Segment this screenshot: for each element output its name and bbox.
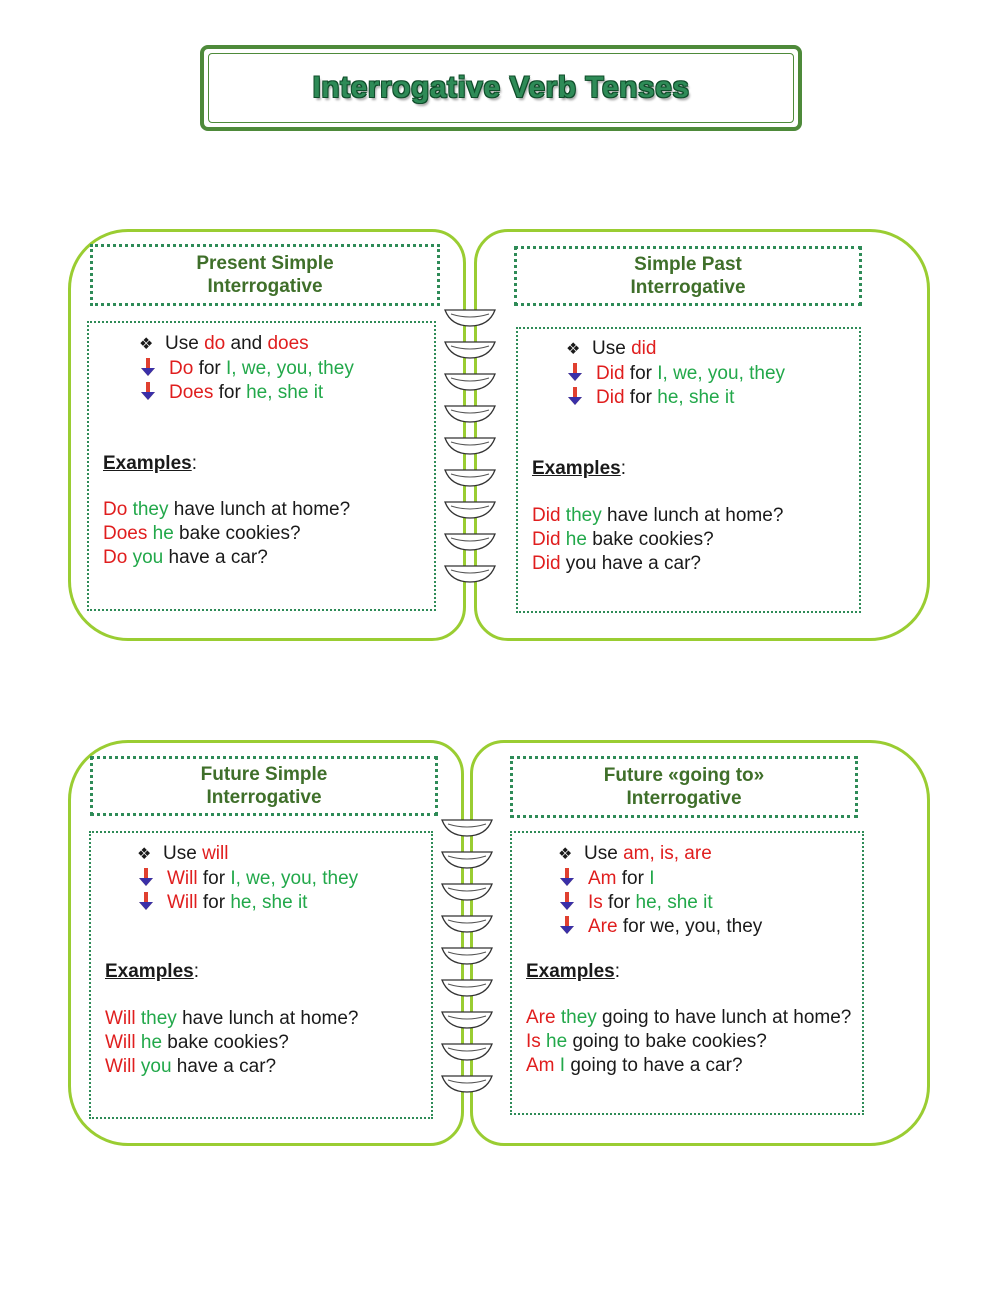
example-segment: Do	[103, 547, 128, 568]
example-segment: I	[554, 1055, 566, 1076]
arrow-bullet-icon	[139, 357, 157, 377]
spiral-ring	[443, 530, 497, 554]
example-segment: have a car?	[163, 547, 268, 568]
example-sentence	[526, 1055, 743, 1077]
rule-item	[558, 915, 762, 938]
examples-label: Examples	[526, 961, 615, 982]
example-segment: he	[540, 1031, 568, 1052]
card-heading	[514, 246, 862, 306]
example-segment: Did	[532, 529, 561, 550]
rule-item	[558, 867, 655, 890]
arrow-bullet-icon	[558, 915, 576, 935]
examples-label: Examples	[532, 458, 621, 479]
rule-segment: for	[213, 382, 247, 403]
spiral-ring	[440, 976, 494, 1000]
page-title: Interrogative Verb Tenses	[312, 71, 690, 104]
example-sentence	[532, 529, 714, 551]
example-segment: you have a car?	[560, 553, 701, 574]
rule-item	[566, 338, 656, 360]
rule-item	[137, 891, 307, 914]
heading-line: Interrogative	[206, 787, 322, 808]
examples-heading	[103, 453, 197, 475]
rule-segment: for	[193, 358, 227, 379]
rule-segment: for we, you, they	[617, 916, 763, 937]
card-body	[510, 831, 864, 1115]
example-segment: they	[560, 505, 602, 526]
arrow-bullet-icon	[566, 362, 584, 382]
rule-segment: Use	[163, 843, 203, 864]
example-segment: Do	[103, 499, 128, 520]
examples-heading	[526, 961, 620, 983]
rule-segment: I, we, you, they	[657, 363, 786, 384]
example-segment: Does	[103, 523, 148, 544]
rule-item	[139, 357, 354, 380]
example-segment: have lunch at home?	[168, 499, 351, 520]
example-sentence	[532, 505, 783, 527]
diamond-bullet-icon: ❖	[558, 846, 573, 863]
card-body	[87, 321, 436, 611]
examples-colon: :	[620, 458, 627, 479]
rule-segment: does	[267, 333, 309, 354]
spiral-ring	[440, 1040, 494, 1064]
rule-segment: Are	[588, 916, 618, 937]
rule-segment: for	[197, 892, 231, 913]
example-sentence	[526, 1031, 767, 1053]
example-segment: you	[135, 1056, 172, 1077]
rule-segment: for	[602, 892, 636, 913]
rule-item	[139, 333, 309, 355]
spiral-ring	[440, 848, 494, 872]
rule-segment: I	[649, 868, 655, 889]
rule-segment: Use	[584, 843, 624, 864]
spiral-ring	[440, 1008, 494, 1032]
heading-line: Interrogative	[630, 277, 746, 298]
example-segment: he	[560, 529, 587, 550]
rule-segment: did	[631, 338, 657, 359]
rule-segment: Use	[592, 338, 632, 359]
rule-segment: he, she it	[230, 892, 308, 913]
arrow-bullet-icon	[139, 381, 157, 401]
example-segment: he	[147, 523, 174, 544]
rule-segment: Will	[167, 892, 198, 913]
example-segment: going to have a car?	[565, 1055, 743, 1076]
rule-segment: Do	[169, 358, 194, 379]
example-segment: Will	[105, 1008, 136, 1029]
rule-segment: and	[225, 333, 268, 354]
example-sentence	[532, 553, 701, 575]
rule-segment: for	[197, 868, 231, 889]
example-sentence	[105, 1032, 289, 1054]
rule-item	[137, 843, 228, 865]
diamond-bullet-icon: ❖	[139, 336, 154, 353]
rule-segment: do	[204, 333, 226, 354]
spiral-ring	[443, 306, 497, 330]
rule-segment: I, we, you, they	[226, 358, 354, 379]
example-segment: Will	[105, 1056, 136, 1077]
example-sentence	[105, 1008, 359, 1030]
rule-segment: will	[202, 843, 229, 864]
rule-segment: I, we, you, they	[230, 868, 359, 889]
arrow-bullet-icon	[137, 867, 155, 887]
rule-segment: he, she it	[657, 387, 735, 408]
rule-item	[566, 362, 785, 385]
spiral-ring	[443, 498, 497, 522]
spiral-ring	[440, 944, 494, 968]
spiral-ring	[440, 880, 494, 904]
card-heading	[90, 756, 438, 816]
spiral-ring	[443, 434, 497, 458]
rule-segment: Did	[596, 363, 625, 384]
examples-heading	[532, 458, 626, 480]
examples-colon: :	[191, 453, 198, 474]
rule-segment: he, she it	[246, 382, 324, 403]
example-segment: they	[135, 1008, 177, 1029]
diamond-bullet-icon: ❖	[137, 846, 152, 863]
arrow-bullet-icon	[558, 867, 576, 887]
spiral-ring	[443, 466, 497, 490]
spiral-ring	[440, 912, 494, 936]
heading-line: Present Simple	[196, 253, 334, 274]
arrow-bullet-icon	[566, 386, 584, 406]
title-banner	[200, 45, 802, 131]
heading-line: Future «going to»	[603, 765, 765, 786]
rule-segment: for	[616, 868, 650, 889]
rule-segment: Use	[165, 333, 205, 354]
rule-segment: for	[624, 387, 658, 408]
rule-segment: Did	[596, 387, 625, 408]
rule-item	[566, 386, 734, 409]
example-sentence	[103, 547, 268, 569]
example-segment: have lunch at home?	[176, 1008, 359, 1029]
examples-label: Examples	[103, 453, 192, 474]
examples-colon: :	[193, 961, 200, 982]
example-segment: going to have lunch at home?	[596, 1007, 852, 1028]
rule-segment: for	[624, 363, 658, 384]
card-body	[516, 327, 861, 613]
examples-colon: :	[614, 961, 621, 982]
example-segment: bake cookies?	[586, 529, 714, 550]
spiral-ring	[443, 370, 497, 394]
arrow-bullet-icon	[137, 891, 155, 911]
example-segment: Did	[532, 553, 561, 574]
rule-segment: Is	[588, 892, 603, 913]
example-segment: Did	[532, 505, 561, 526]
example-sentence	[103, 499, 350, 521]
spiral-ring	[443, 402, 497, 426]
examples-label: Examples	[105, 961, 194, 982]
example-segment: going to bake cookies?	[567, 1031, 767, 1052]
example-segment: have a car?	[171, 1056, 277, 1077]
card-heading	[90, 244, 440, 306]
example-segment: they	[555, 1007, 597, 1028]
card-heading	[510, 756, 858, 818]
heading-line: Interrogative	[207, 276, 323, 297]
examples-heading	[105, 961, 199, 983]
example-segment: they	[127, 499, 169, 520]
example-segment: bake cookies?	[173, 523, 301, 544]
example-segment: Am	[526, 1055, 555, 1076]
rule-segment: Will	[167, 868, 198, 889]
heading-line: Simple Past	[634, 254, 742, 275]
spiral-ring	[443, 562, 497, 586]
example-sentence	[103, 523, 301, 545]
example-segment: you	[127, 547, 164, 568]
rule-segment: Does	[169, 382, 214, 403]
example-segment: bake cookies?	[162, 1032, 289, 1053]
rule-segment: am, is, are	[623, 843, 712, 864]
example-segment: Is	[526, 1031, 541, 1052]
diamond-bullet-icon: ❖	[566, 341, 581, 358]
spiral-ring	[440, 816, 494, 840]
rule-segment: Am	[588, 868, 617, 889]
example-segment: have lunch at home?	[601, 505, 784, 526]
heading-line: Future Simple	[200, 764, 328, 785]
example-sentence	[105, 1056, 276, 1078]
example-sentence	[526, 1007, 851, 1029]
spiral-ring	[440, 1072, 494, 1096]
heading-line: Interrogative	[626, 788, 742, 809]
card-body	[89, 831, 433, 1119]
example-segment: Will	[105, 1032, 136, 1053]
example-segment: Are	[526, 1007, 556, 1028]
rule-item	[139, 381, 323, 404]
rule-segment: he, she it	[635, 892, 713, 913]
arrow-bullet-icon	[558, 891, 576, 911]
example-segment: he	[135, 1032, 163, 1053]
rule-item	[558, 843, 712, 865]
rule-item	[137, 867, 358, 890]
rule-item	[558, 891, 713, 914]
spiral-ring	[443, 338, 497, 362]
